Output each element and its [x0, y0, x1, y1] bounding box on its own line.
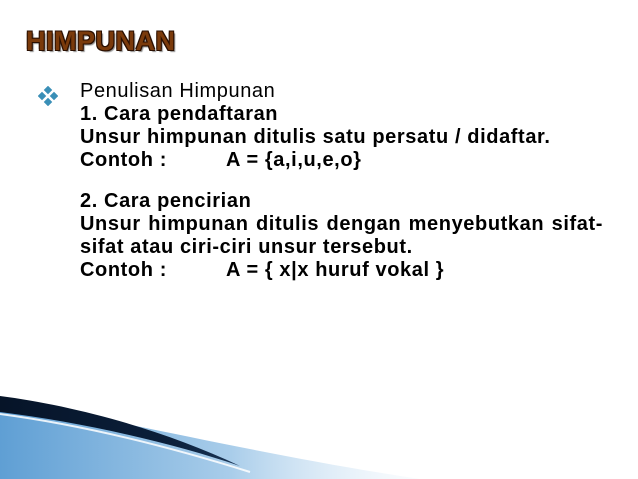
slide-content — [80, 80, 603, 282]
diamond-bullet-icon — [38, 86, 58, 106]
subheading: Penulisan Himpunan — [80, 80, 276, 102]
section2-heading: 2. Cara pencirian — [80, 190, 252, 212]
section1-example — [80, 149, 603, 172]
section2-example-label: Contoh : — [80, 259, 167, 281]
section-gap — [80, 172, 603, 190]
section1-heading: 1. Cara pendaftaran — [80, 103, 279, 125]
section1-example-value: A = {a,i,u,e,o} — [226, 149, 362, 171]
slide-title: HIMPUNAN — [26, 26, 176, 56]
section1-example-label: Contoh : — [80, 149, 167, 171]
section2-example — [80, 259, 603, 282]
section1-description: Unsur himpunan ditulis satu persatu / didaftar. — [80, 126, 551, 148]
section2-description: Unsur himpunan ditulis dengan menyebutkan sifat-sifat atau ciri-ciri unsur tersebut. — [80, 213, 603, 258]
section2-example-value: A = { x|x huruf vokal } — [226, 259, 445, 281]
